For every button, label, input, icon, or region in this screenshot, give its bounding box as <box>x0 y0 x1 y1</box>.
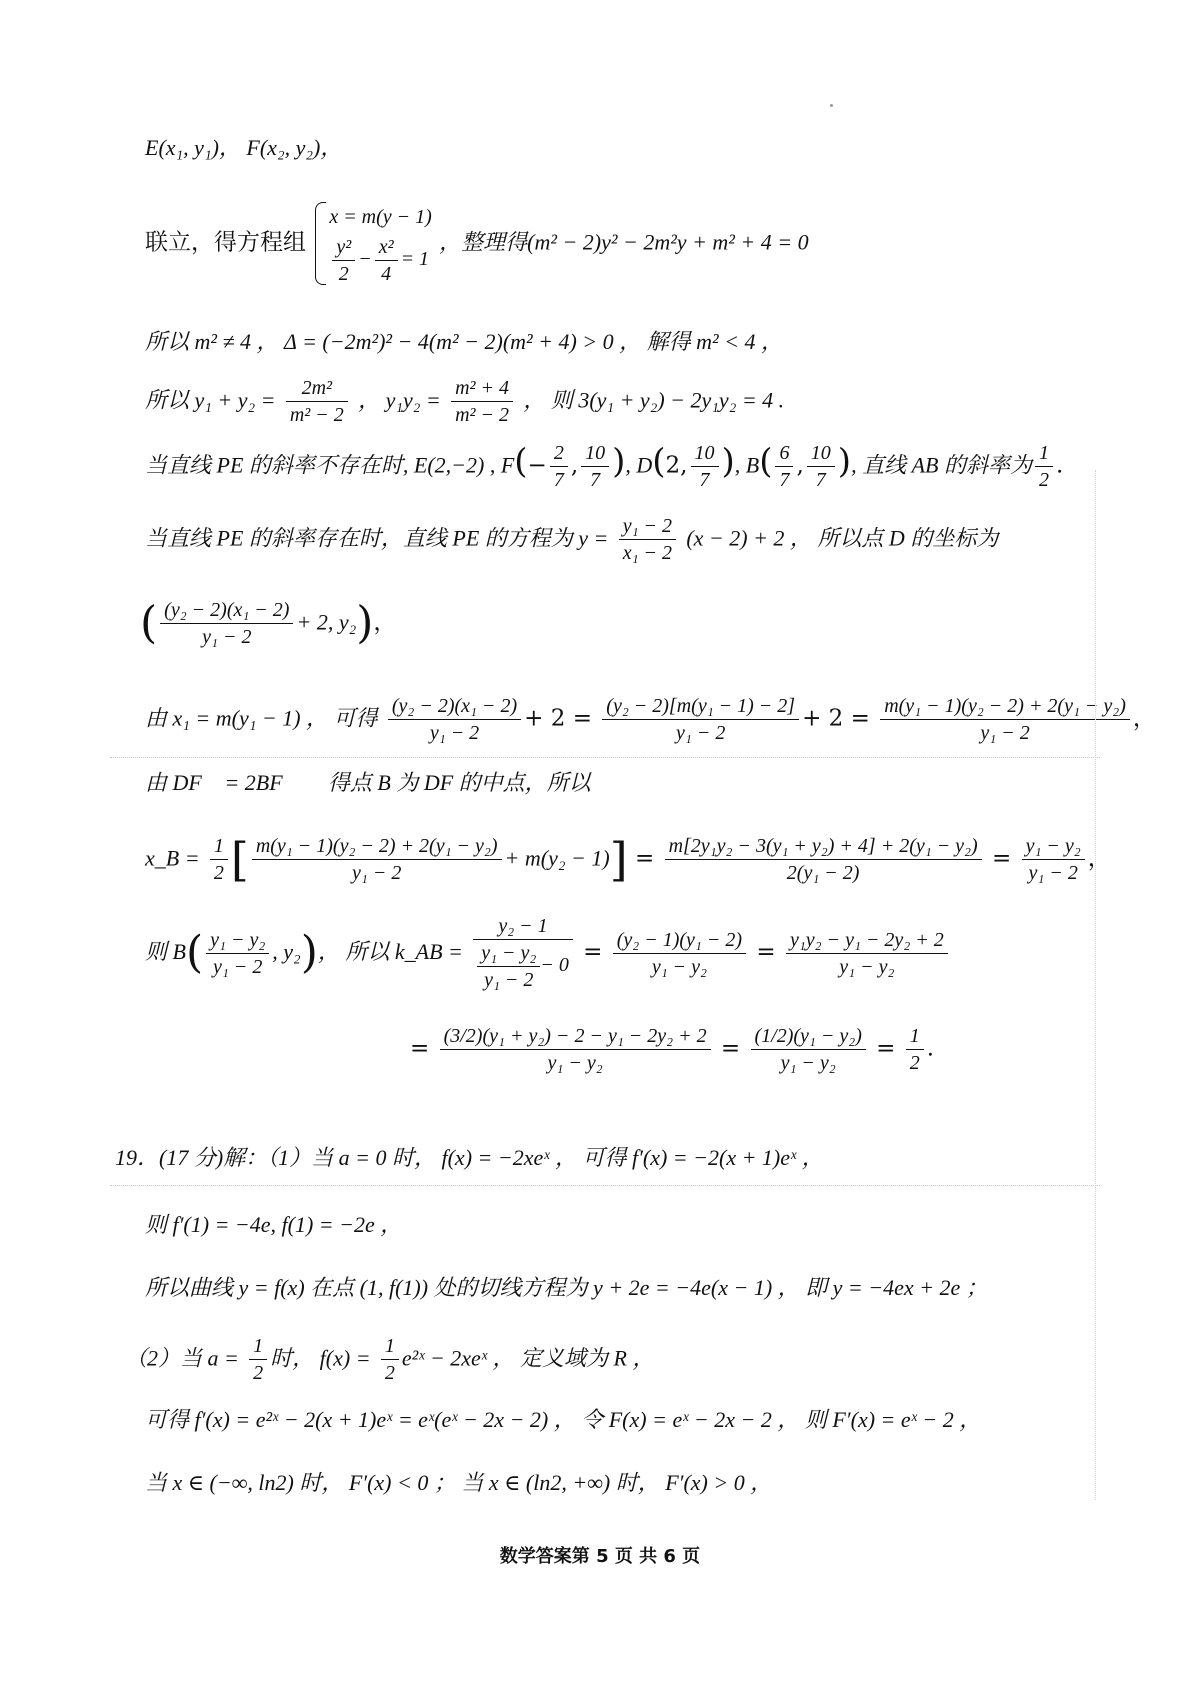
text-line-5-prefix: 当直线 PE 的斜率不存在时, E(2,−2) , F <box>145 452 515 478</box>
text-line-3: 所以 m² ≠ 4 ， Δ = (−2m²)² − 4(m² − 2)(m² + 4) > 0 ， 解得 m² < 4 ， <box>145 329 783 354</box>
text-line-12: = $\frac{\text{(3/2)(y₁ + y₂) − 2 − y₁ − 2y₂ + 2}}{\text{y₁ − y₂}}$ = $\frac{\text{(1/2)(y₁ − y₂)}}{\text{y₁ − y₂}}$ = $\frac{1}{2}$ . <box>410 1025 935 1074</box>
fraction-sum: $\frac{\text{2m²}}{\text{m² − 2}}$ <box>286 375 348 428</box>
text-line-4-prefix: 所以 y₁ + y₂ = <box>145 387 276 413</box>
text-line-6 <box>145 513 1200 566</box>
scan-speck <box>830 104 833 107</box>
text-line-14: 则 f′(1) = −4e, f(1) = −2e ， <box>145 1212 403 1237</box>
system-eq-1: x = m(y − 1) <box>329 206 432 228</box>
text-line-4-mid: ， y₁y₂ = <box>358 387 441 413</box>
text-line-9: 由 DF⃗ = 2BF⃗ ， 得点 B 为 DF 的中点，所以 <box>145 770 591 795</box>
system-eq-2: $\frac{\text{y²}}{2}$ − $\frac{\text{x²}}{4}$ = 1 <box>329 234 432 287</box>
slope-fraction: $\frac{\text{y₁ − 2}}{\text{x₁ − 2}}$ <box>619 513 676 566</box>
text-line-2-result: ，整理得(m² − 2)y² − 2m²y + m² + 4 = 0 <box>439 229 809 255</box>
text-line-4 <box>145 375 1200 428</box>
text-line-15: 所以曲线 y = f(x) 在点 (1, f(1)) 处的切线方程为 y + 2e = −4e(x − 1) ， 即 y = −4ex + 2e ； <box>145 1275 988 1300</box>
equation-system <box>315 200 432 287</box>
fraction-product: $\frac{\text{m² + 4}}{\text{m² − 2}}$ <box>451 375 513 428</box>
text-line-8: 由 x₁ = m(y₁ − 1) ， 可得 $\frac{\text{(y₂ − 2)(x₁ − 2)}}{\text{y₁ − 2}}$ + 2 = $\frac{\text{(y₂ − 2)[m(y₁ − 1) − 2]}}{\text{y₁ − 2}}$ + 2 = $\frac{\text{m(y₁ − 1)(y₂ − 2) + 2(y₁ − y₂)}}{\text{y₁ − 2}}$ ， <box>145 695 1156 744</box>
text-line-11: 则 B( $\frac{\text{y₁ − y₂}}{\text{y₁ − 2}}$ , y₂)， 所以 k_AB = y₂ − 1 $\frac{\text{y₁ − y₂}}{\text{y₁ − 2}}$ − 0 = $\frac{\text{(y₂ − 1)(y₁ − 2)}}{\text{y₁ − y₂}}$ = $\frac{\text{y₁y₂ − y₁ − 2y₂ + 2}}{\text{y₁ − y₂}}$ <box>145 913 1200 993</box>
text-line-17: 可得 f′(x) = e²ˣ − 2(x + 1)eˣ = eˣ(eˣ − 2x − 2) ， 令 F(x) = eˣ − 2x − 2 ， 则 F′(x) = eˣ − 2 ， <box>145 1407 982 1432</box>
question-19-heading: 19．(17 分)解：（1）当 a = 0 时， f(x) = −2xeˣ ， 可得 f′(x) = −2(x + 1)eˣ ， <box>115 1145 824 1170</box>
text-line-7: ( $\frac{\text{(y₂ − 2)(x₁ − 2)}}{\text{y₁ − 2}}$ + 2, y₂)， <box>140 597 397 649</box>
page-footer: 数学答案第 5 页 共 6 页 <box>499 1546 701 1567</box>
text-line-1: E(x₁, y₁)， F(x₂, y₂)， <box>145 135 343 160</box>
text-line-18: 当 x ∈ (−∞, ln2) 时， F′(x) < 0 ； 当 x ∈ (ln2, +∞) 时， F′(x) > 0 ， <box>145 1470 773 1495</box>
text-line-6-suffix: (x − 2) + 2 ， 所以点 D 的坐标为 <box>686 525 999 551</box>
text-line-6-prefix: 当直线 PE 的斜率存在时，直线 PE 的方程为 y = <box>145 525 609 551</box>
slope-complex-fraction: y₂ − 1 $\frac{\text{y₁ − y₂}}{\text{y₁ − 2}}$ − 0 <box>473 913 573 993</box>
margin-guide <box>1095 470 1096 1500</box>
text-line-8-prefix: 由 x₁ = m(y₁ − 1) ， 可得 <box>145 705 378 731</box>
point-d-x-fraction: $\frac{\text{(y₂ − 2)(x₁ − 2)}}{\text{y₁ − 2}}$ <box>160 597 293 650</box>
dotted-divider-2 <box>110 1185 1100 1186</box>
text-line-2 <box>145 200 1200 287</box>
text-line-4-result: ， 则 3(y₁ + y₂) − 2y₁y₂ = 4 . <box>523 387 785 413</box>
text-line-5: 当直线 PE 的斜率不存在时, E(2,−2) , F(− $\frac{2}{7}$ , $\frac{10}{7}$ ), D(2, $\frac{10}{7}$ ), B( $\frac{6}{7}$ , $\frac{10}{7}$ ), 直线 AB 的斜率为 $\frac{1}{2}$ . <box>145 441 1064 491</box>
text-line-2-prefix: 联立，得方程组 <box>145 229 306 256</box>
text-line-16: （2）当 a = $\frac{1}{2}$ 时， f(x) = $\frac{1}{2}$ e²ˣ − 2xeˣ ， 定义域为 R ， <box>125 1335 655 1384</box>
dotted-divider <box>110 757 1100 758</box>
text-line-10: x_B = $\frac{1}{2}$ [ $\frac{\text{m(y₁ − 1)(y₂ − 2) + 2(y₁ − y₂)}}{\text{y₁ − 2}}$ + m(y₂ − 1)] = $\frac{\text{m[2y₁y₂ − 3(y₁ + y₂) + 4] + 2(y₁ − y₂)}}{\text{2(y₁ − 2)}}$ = $\frac{\text{y₁ − y₂}}{\text{y₁ − 2}}$ ， <box>145 832 1111 887</box>
